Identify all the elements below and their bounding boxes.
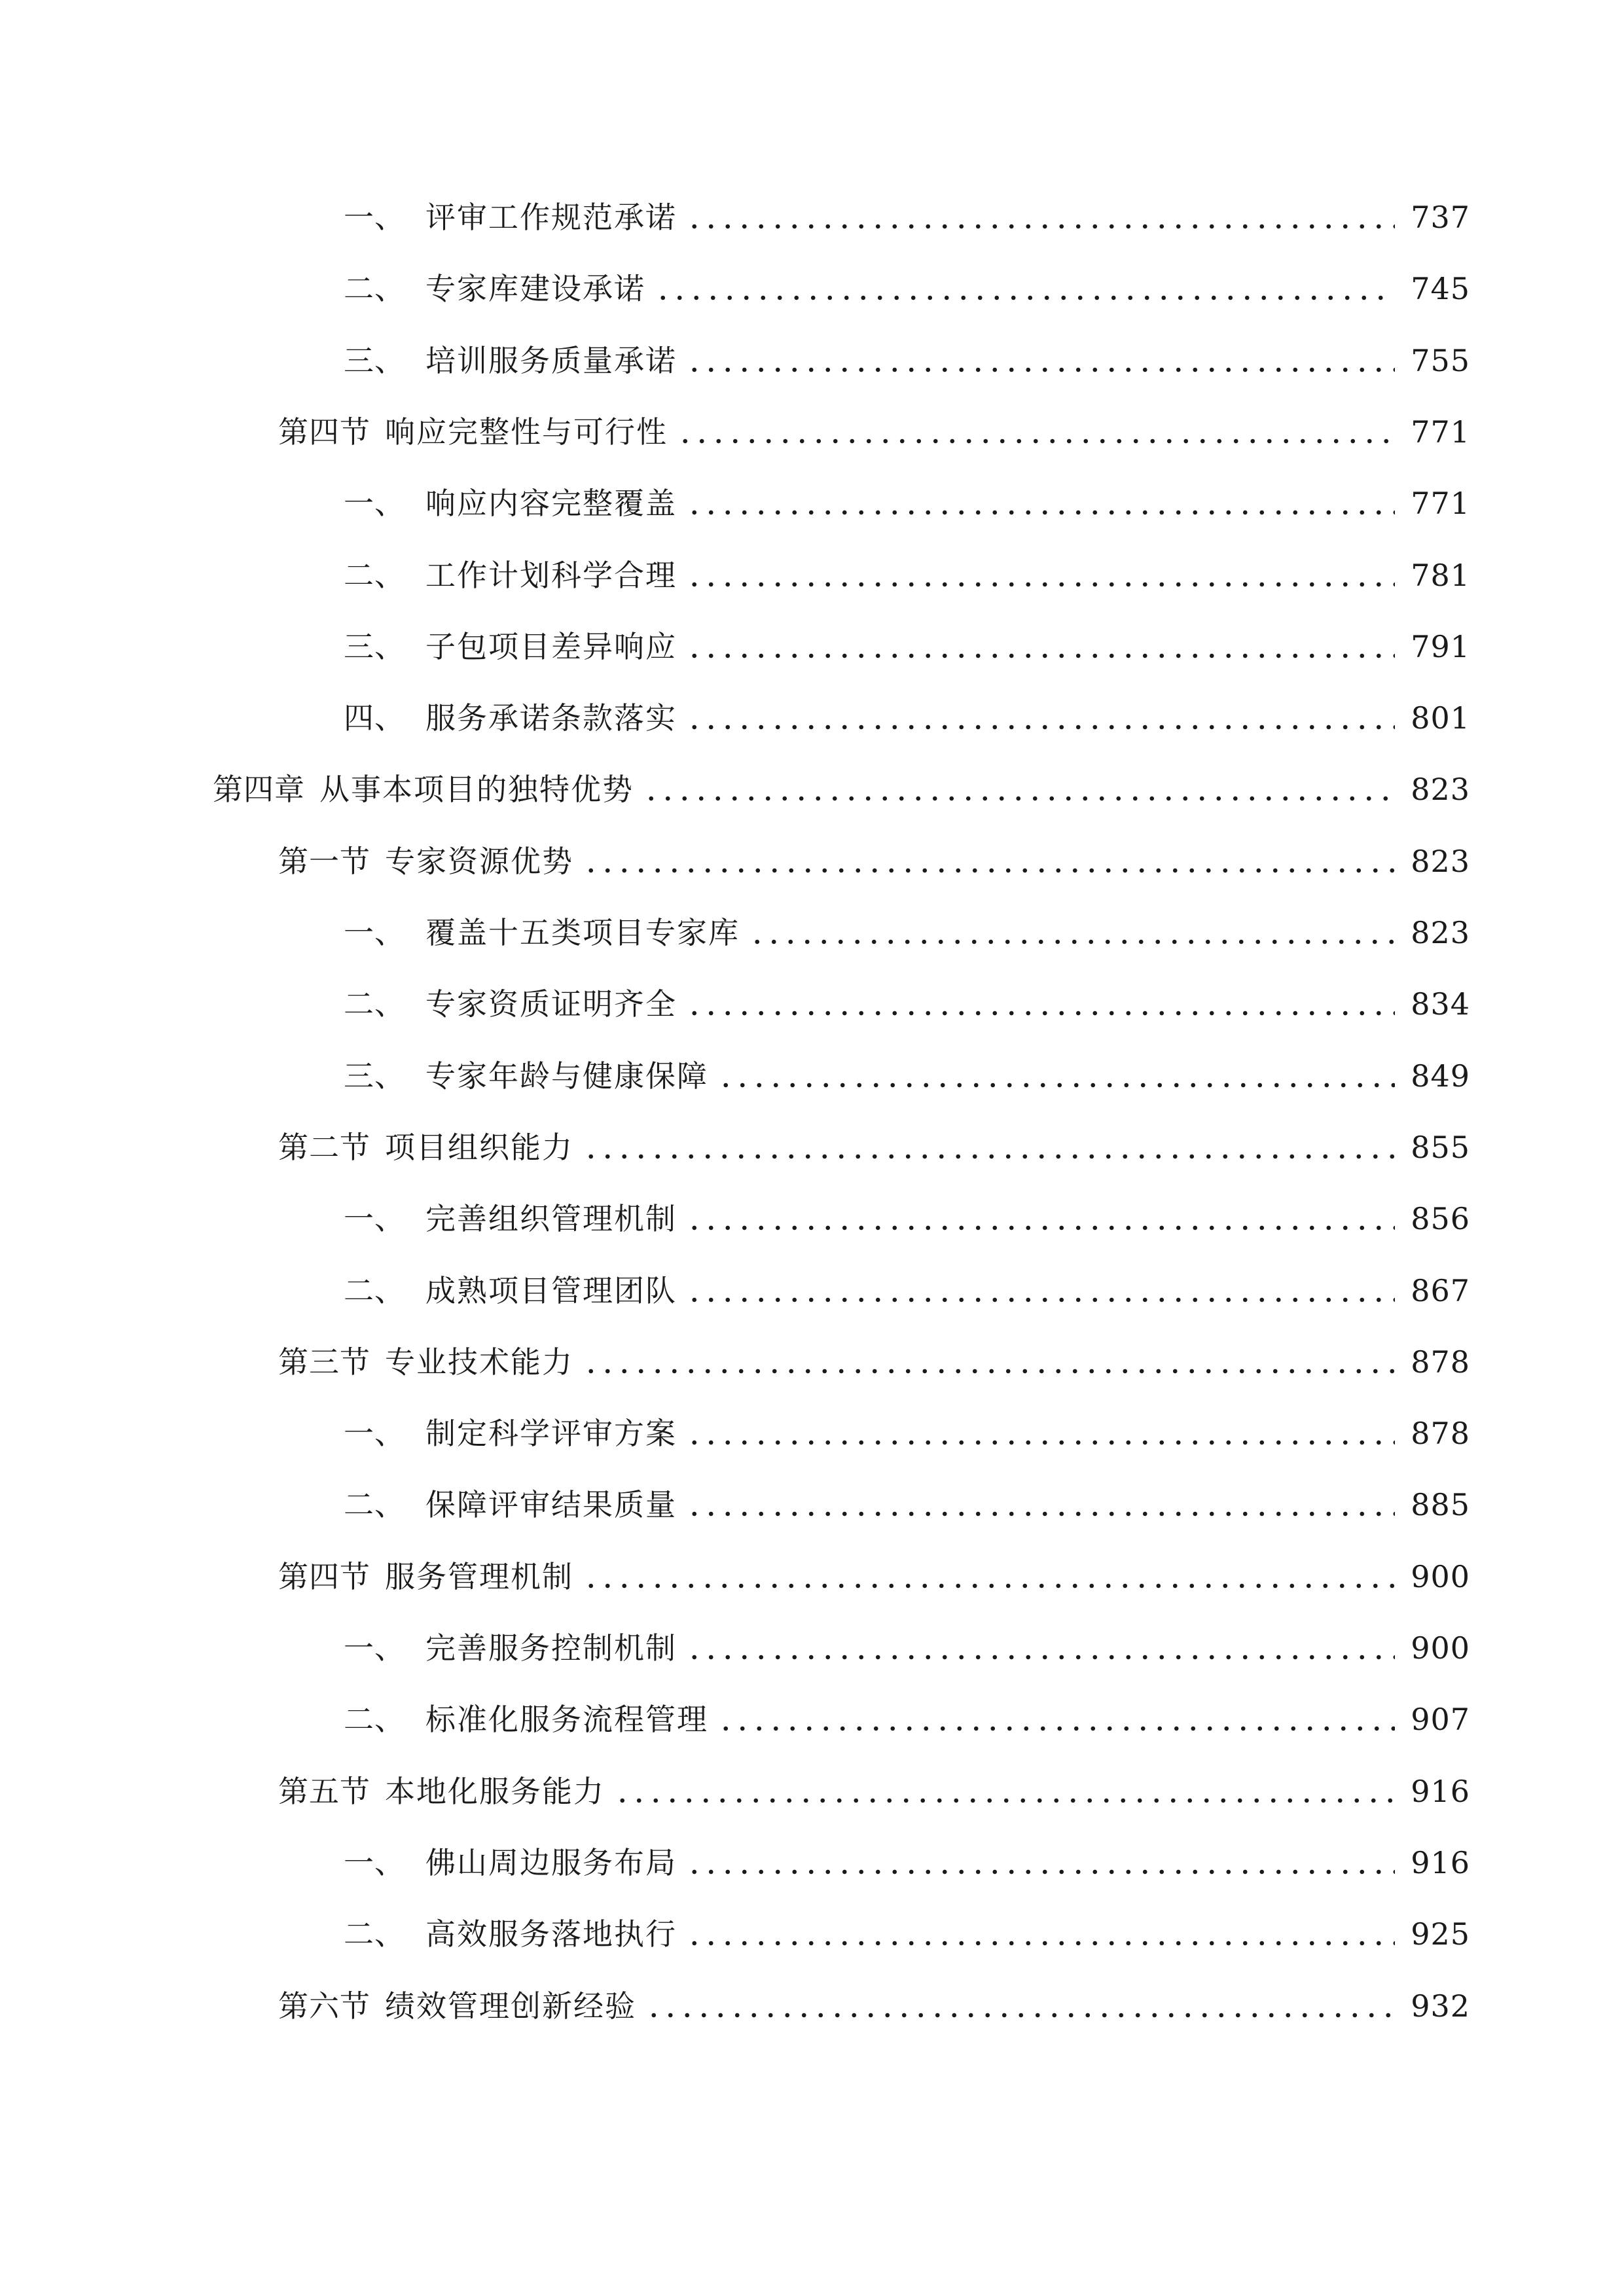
toc-entry[interactable] — [344, 692, 1470, 744]
toc-entry[interactable] — [278, 1121, 1470, 1174]
toc-entry-title: 绩效管理创新经验 — [385, 1988, 636, 2024]
toc-entry-title: 专家资质证明齐全 — [425, 986, 677, 1022]
toc-entry[interactable] — [344, 549, 1470, 601]
toc-page-number: 916 — [1411, 1844, 1470, 1880]
toc-page-number: 885 — [1411, 1487, 1470, 1523]
dot-leader — [643, 795, 1395, 802]
toc-entry-number: 一、 — [344, 915, 405, 950]
toc-entry-title: 标准化服务流程管理 — [425, 1702, 708, 1738]
toc-entry[interactable] — [344, 906, 1470, 959]
toc-entry[interactable] — [344, 334, 1470, 387]
toc-entry-title: 专业技术能力 — [385, 1344, 573, 1380]
toc-page-number: 878 — [1411, 1344, 1470, 1380]
toc-entry-title: 本地化服务能力 — [385, 1773, 605, 1809]
toc-entry-title: 服务承诺条款落实 — [425, 700, 677, 736]
toc-entry-title: 服务管理机制 — [385, 1558, 573, 1594]
toc-entry[interactable] — [278, 1551, 1470, 1603]
toc-entry-title: 完善服务控制机制 — [425, 1630, 677, 1666]
toc-entry[interactable] — [278, 406, 1470, 458]
toc-entry-number: 一、 — [344, 1844, 405, 1880]
toc-entry[interactable] — [278, 1765, 1470, 1818]
dot-leader — [686, 223, 1395, 230]
toc-entry-number: 第二节 — [278, 1129, 370, 1165]
toc-page-number: 823 — [1411, 915, 1470, 950]
toc-page-number: 823 — [1411, 843, 1470, 879]
toc-page-number: 867 — [1411, 1272, 1470, 1308]
dot-leader — [686, 1510, 1395, 1518]
toc-entry[interactable] — [344, 1479, 1470, 1531]
toc-entry-number: 三、 — [344, 342, 405, 378]
toc-entry-title: 成熟项目管理团队 — [425, 1272, 677, 1308]
dot-leader — [686, 1224, 1395, 1232]
toc-entry-number: 三、 — [344, 628, 405, 664]
toc-entry-title: 响应内容完整覆盖 — [425, 486, 677, 522]
toc-entry-number: 第四节 — [278, 1558, 370, 1594]
toc-entry-title: 覆盖十五类项目专家库 — [425, 915, 740, 950]
dot-leader — [686, 1439, 1395, 1446]
toc-entry[interactable] — [344, 1407, 1470, 1460]
toc-entry-title: 专家库建设承诺 — [425, 271, 645, 307]
dot-leader — [749, 938, 1395, 946]
dot-leader — [583, 1582, 1395, 1590]
toc-page-number: 801 — [1411, 700, 1470, 736]
dot-leader — [717, 1725, 1395, 1732]
toc-entry[interactable] — [344, 978, 1470, 1030]
toc-entry[interactable] — [344, 620, 1470, 673]
toc-page-number: 856 — [1411, 1201, 1470, 1237]
dot-leader — [686, 1868, 1395, 1876]
toc-page-number: 855 — [1411, 1129, 1470, 1165]
toc-entry[interactable] — [344, 1837, 1470, 1889]
toc-entry-number: 二、 — [344, 986, 405, 1022]
toc-page-number: 745 — [1411, 271, 1470, 307]
toc-entry-number: 二、 — [344, 1702, 405, 1738]
toc-entry-title: 培训服务质量承诺 — [425, 342, 677, 378]
toc-entry-number: 第六节 — [278, 1988, 370, 2024]
dot-leader — [686, 366, 1395, 374]
toc-entry[interactable] — [344, 477, 1470, 529]
toc-entry-number: 二、 — [344, 1916, 405, 1952]
toc-entry-title: 项目组织能力 — [385, 1129, 573, 1165]
toc-entry[interactable] — [344, 1050, 1470, 1102]
toc-page-number: 900 — [1411, 1630, 1470, 1666]
toc-entry-number: 第三节 — [278, 1344, 370, 1380]
toc-entry[interactable] — [344, 1265, 1470, 1317]
toc-page-number: 755 — [1411, 342, 1470, 378]
dot-leader — [686, 509, 1395, 516]
toc-entry-title: 响应完整性与可行性 — [385, 414, 668, 450]
toc-page-number: 791 — [1411, 628, 1470, 664]
toc-entry-title: 制定科学评审方案 — [425, 1416, 677, 1452]
toc-page-number: 932 — [1411, 1988, 1470, 2024]
toc-page-number: 878 — [1411, 1416, 1470, 1452]
toc-entry[interactable] — [344, 1693, 1470, 1746]
dot-leader — [583, 1367, 1395, 1375]
dot-leader — [614, 1797, 1395, 1804]
toc-entry[interactable] — [344, 191, 1470, 243]
toc-entry[interactable] — [344, 1193, 1470, 1245]
toc-entry-number: 第四章 — [213, 772, 305, 808]
toc-entry-title: 专家年龄与健康保障 — [425, 1058, 708, 1094]
toc-entry-title: 完善组织管理机制 — [425, 1201, 677, 1237]
toc-entry-number: 二、 — [344, 1272, 405, 1308]
toc-page-number: 925 — [1411, 1916, 1470, 1952]
dot-leader — [686, 723, 1395, 731]
toc-page-number: 771 — [1411, 486, 1470, 522]
toc-page-number: 900 — [1411, 1558, 1470, 1594]
dot-leader — [655, 294, 1395, 302]
dot-leader — [686, 1296, 1395, 1304]
toc-entry-number: 一、 — [344, 1201, 405, 1237]
toc-entry[interactable] — [278, 835, 1470, 888]
dot-leader — [645, 2011, 1395, 2019]
toc-entry-number: 三、 — [344, 1058, 405, 1094]
toc-entry-number: 四、 — [344, 700, 405, 736]
toc-entry[interactable] — [344, 1622, 1470, 1674]
toc-entry-number: 一、 — [344, 200, 405, 235]
dot-leader — [686, 1009, 1395, 1017]
dot-leader — [686, 652, 1395, 660]
toc-entry-number: 二、 — [344, 1487, 405, 1523]
toc-entry[interactable] — [344, 262, 1470, 315]
toc-entry-number: 二、 — [344, 271, 405, 307]
toc-page-number: 737 — [1411, 200, 1470, 235]
toc-entry-title: 专家资源优势 — [385, 843, 573, 879]
toc-entry-title: 高效服务落地执行 — [425, 1916, 677, 1952]
toc-page-number: 823 — [1411, 772, 1470, 808]
toc-page-number: 916 — [1411, 1773, 1470, 1809]
toc-entry-title: 子包项目差异响应 — [425, 628, 677, 664]
toc-entry[interactable] — [278, 1980, 1470, 2032]
toc-entry-number: 第五节 — [278, 1773, 370, 1809]
toc-entry-title: 佛山周边服务布局 — [425, 1844, 677, 1880]
toc-entry-title: 从事本项目的独特优势 — [319, 772, 634, 808]
toc-entry-title: 工作计划科学合理 — [425, 557, 677, 593]
toc-entry-title: 保障评审结果质量 — [425, 1487, 677, 1523]
toc-page-number: 849 — [1411, 1058, 1470, 1094]
toc-page-number: 907 — [1411, 1702, 1470, 1738]
toc-entry-number: 一、 — [344, 1630, 405, 1666]
toc-entry[interactable] — [278, 1336, 1470, 1388]
dot-leader — [717, 1081, 1395, 1089]
toc-page-number: 781 — [1411, 557, 1470, 593]
toc-entry-number: 一、 — [344, 1416, 405, 1452]
toc-entry[interactable] — [213, 763, 1470, 816]
dot-leader — [677, 437, 1395, 445]
dot-leader — [686, 1653, 1395, 1661]
dot-leader — [686, 581, 1395, 588]
toc-page-number: 834 — [1411, 986, 1470, 1022]
toc-entry-number: 第四节 — [278, 414, 370, 450]
toc-entry[interactable] — [344, 1908, 1470, 1960]
dot-leader — [583, 1153, 1395, 1160]
toc-entry-title: 评审工作规范承诺 — [425, 200, 677, 235]
toc-entry-number: 第一节 — [278, 843, 370, 879]
toc-page-number: 771 — [1411, 414, 1470, 450]
toc-entry-number: 一、 — [344, 486, 405, 522]
toc-entry-number: 二、 — [344, 557, 405, 593]
dot-leader — [583, 867, 1395, 874]
dot-leader — [686, 1939, 1395, 1947]
